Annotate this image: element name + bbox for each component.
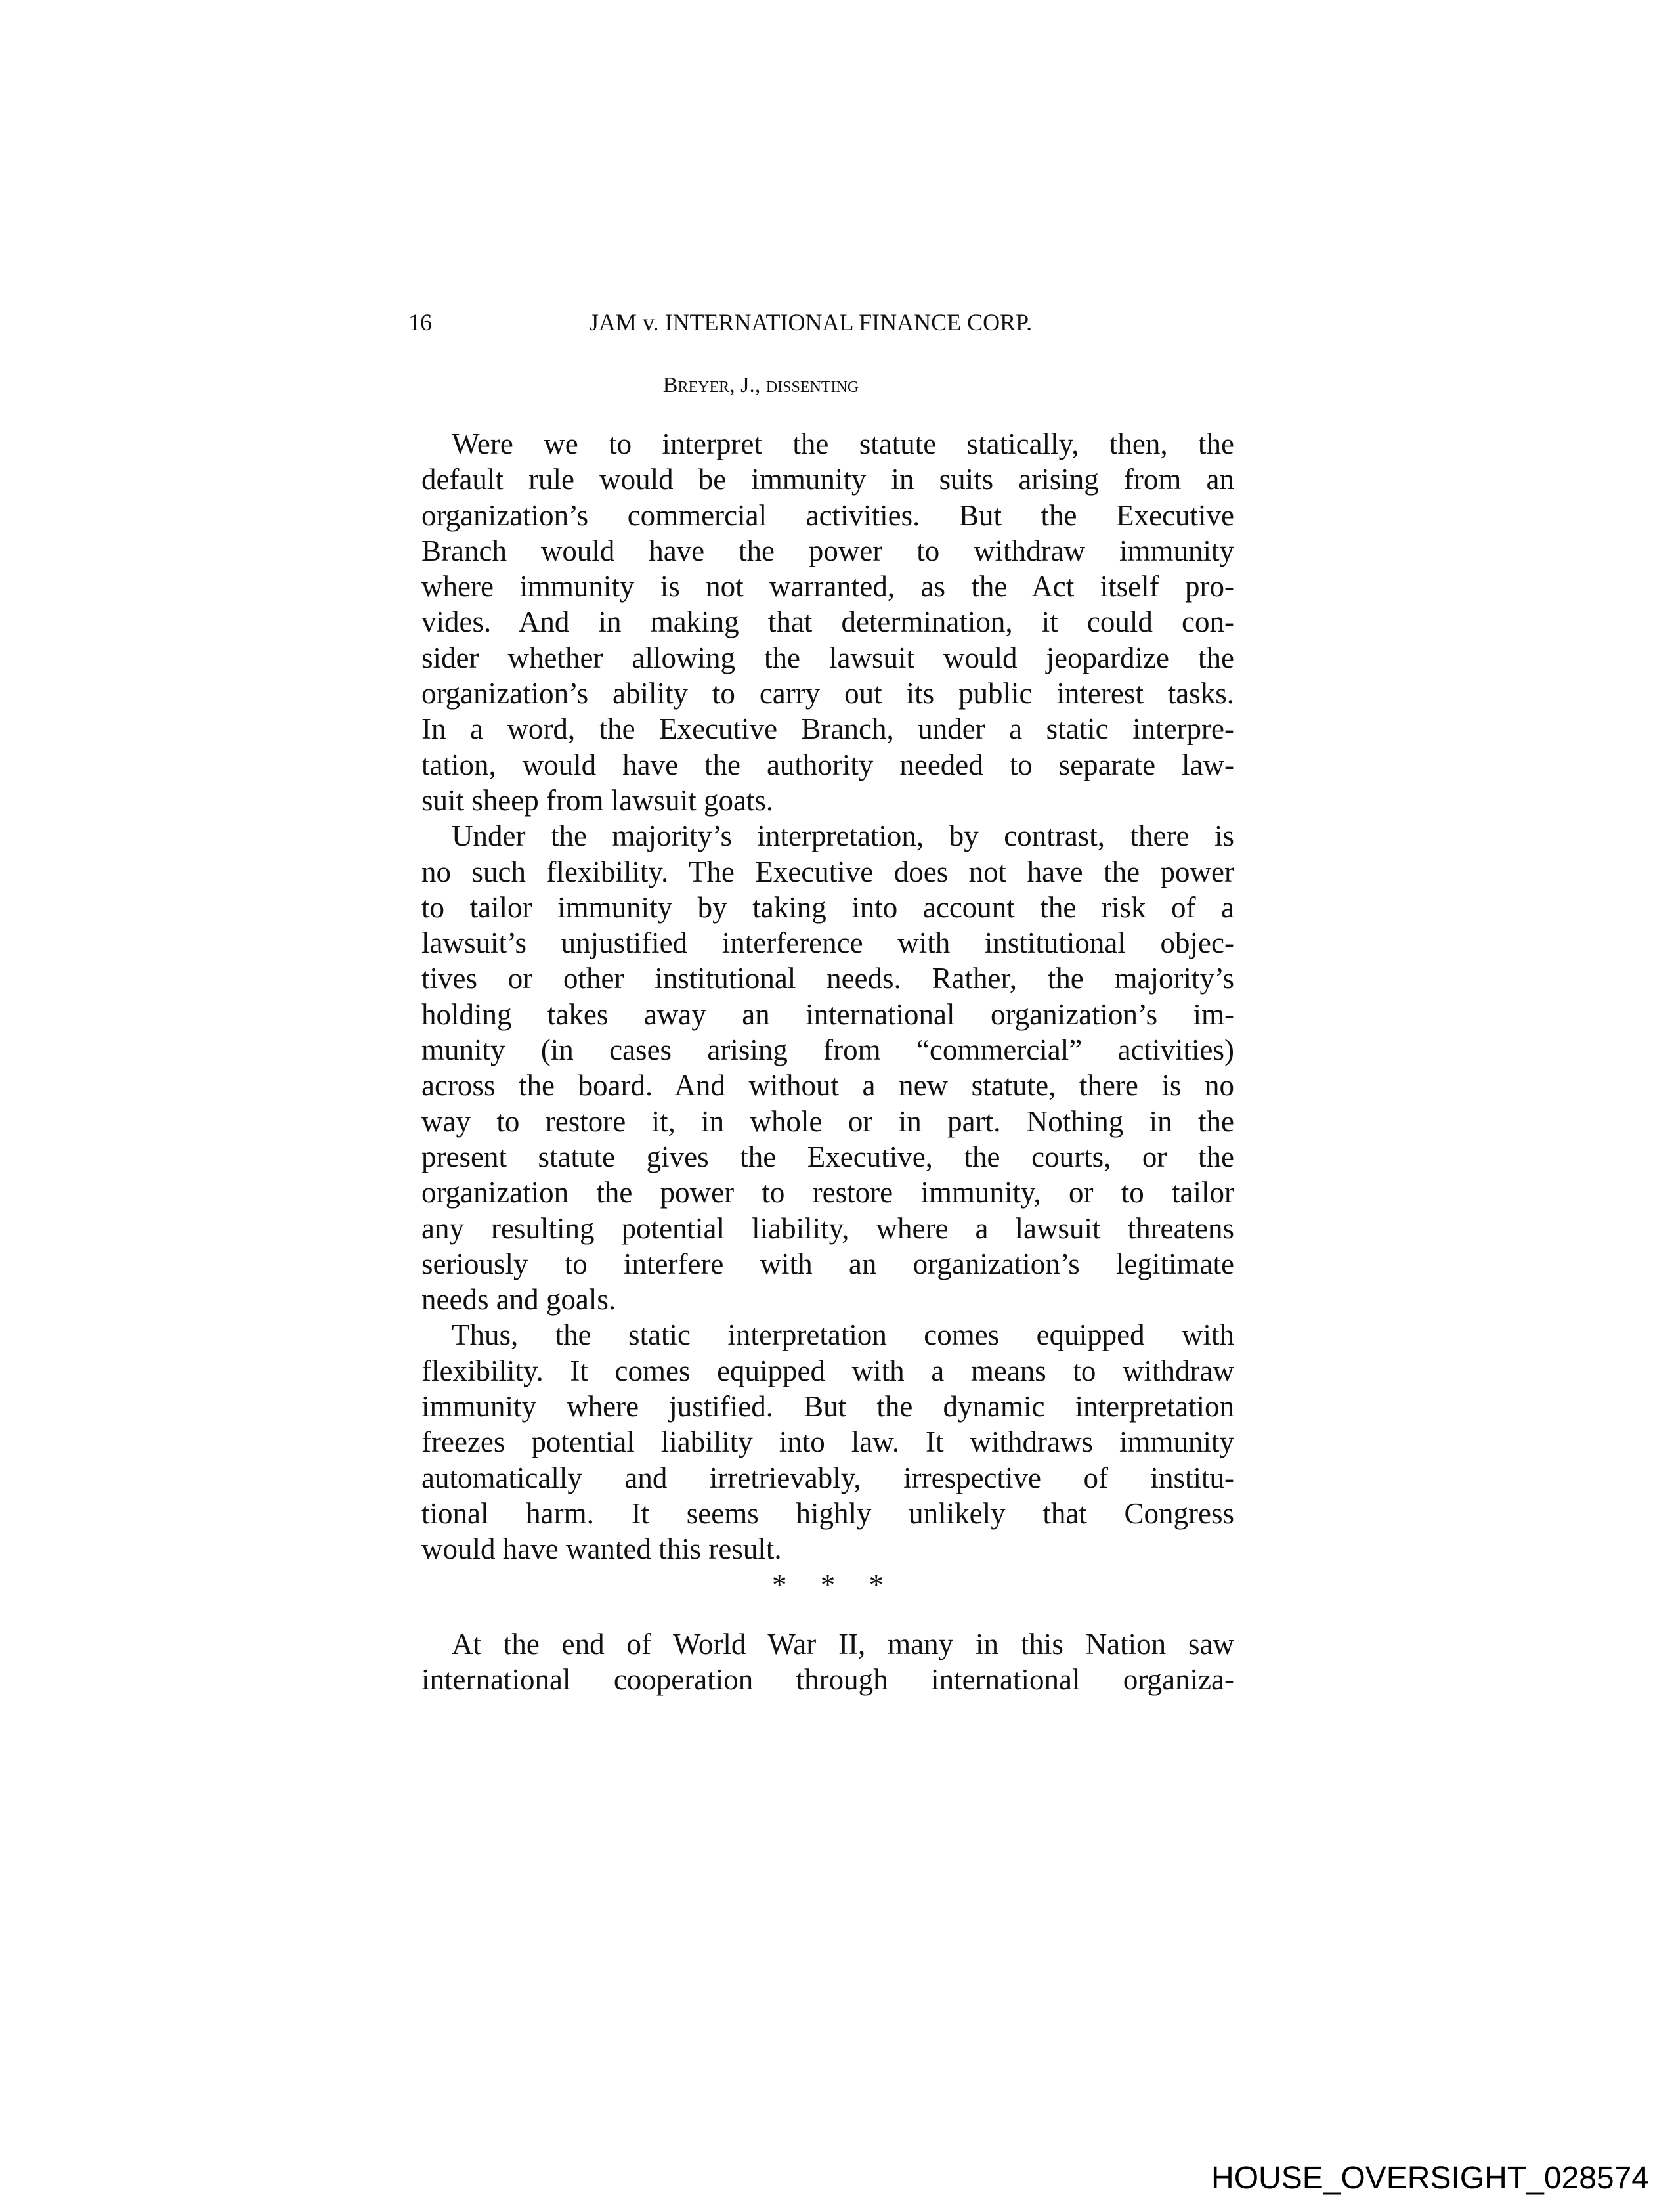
opinion-label: Breyer, J., dissenting (662, 373, 859, 397)
text-line: present statute gives the Executive, the courts, or the (421, 1140, 1234, 1173)
paragraph (421, 1626, 1234, 1698)
text-line: suit sheep from lawsuit goats. (421, 783, 774, 817)
text-line: international cooperation through international organiza- (421, 1663, 1234, 1697)
paragraph (421, 1317, 1234, 1567)
text-line: Branch would have the power to withdraw immunity (421, 534, 1234, 567)
text-line: way to restore it, in whole or in part. Nothing in the (421, 1104, 1234, 1138)
text-line: needs and goals. (421, 1283, 616, 1316)
paragraph (421, 818, 1234, 1317)
opinion-body (421, 426, 1234, 1697)
text-line: Under the majority’s interpretation, by contrast, there is (452, 819, 1234, 853)
text-line: default rule would be immunity in suits arising from an (421, 463, 1234, 496)
text-line: tation, would have the authority needed to separate law- (421, 748, 1234, 781)
paragraph (421, 426, 1234, 818)
text-line: In a word, the Executive Branch, under a static interpre- (421, 712, 1234, 746)
text-line: flexibility. It comes equipped with a means to withdraw (421, 1354, 1234, 1387)
text-line: across the board. And without a new statute, there is no (421, 1069, 1234, 1102)
text-line: no such flexibility. The Executive does not have the power (421, 855, 1234, 888)
text-line: organization’s ability to carry out its public interest tasks. (421, 677, 1234, 710)
spacer (421, 1603, 1234, 1626)
text-line: Were we to interpret the statute statically, then, the (452, 427, 1234, 460)
text-line: freezes potential liability into law. It withdraws immunity (421, 1425, 1234, 1459)
text-line: seriously to interfere with an organization’s legitimate (421, 1247, 1234, 1280)
text-line: would have wanted this result. (421, 1532, 782, 1566)
text-line: organization the power to restore immunity, or to tailor (421, 1176, 1234, 1209)
text-line: tional harm. It seems highly unlikely that Congress (421, 1496, 1234, 1530)
text-line: automatically and irretrievably, irrespective of institu- (421, 1461, 1234, 1494)
text-line: vides. And in making that determination, it could con- (421, 605, 1234, 639)
text-line: lawsuit’s unjustified interference with institutional objec- (421, 926, 1234, 960)
section-break: * * * (772, 1568, 884, 1601)
text-line: Thus, the static interpretation comes equipped with (452, 1318, 1234, 1352)
text-line: holding takes away an international organization’s im- (421, 997, 1234, 1031)
text-line: organization’s commercial activities. But the Executive (421, 498, 1234, 532)
text-line: to tailor immunity by taking into account the risk of a (421, 890, 1234, 924)
bates-number: HOUSE_OVERSIGHT_028574 (1211, 2161, 1649, 2196)
text-line: sider whether allowing the lawsuit would jeopardize the (421, 641, 1234, 674)
text-line: munity (in cases arising from “commercial” activities) (421, 1033, 1234, 1067)
text-line: At the end of World War II, many in this Nation saw (452, 1627, 1234, 1660)
page-number: 16 (408, 309, 432, 336)
text-line: immunity where justified. But the dynamic interpretation (421, 1390, 1234, 1423)
text-line: tives or other institutional needs. Rather, the majority’s (421, 962, 1234, 995)
text-line: any resulting potential liability, where a lawsuit threatens (421, 1211, 1234, 1245)
running-title: JAM v. INTERNATIONAL FINANCE CORP. (589, 309, 1033, 336)
text-line: where immunity is not warranted, as the Act itself pro- (421, 570, 1234, 603)
